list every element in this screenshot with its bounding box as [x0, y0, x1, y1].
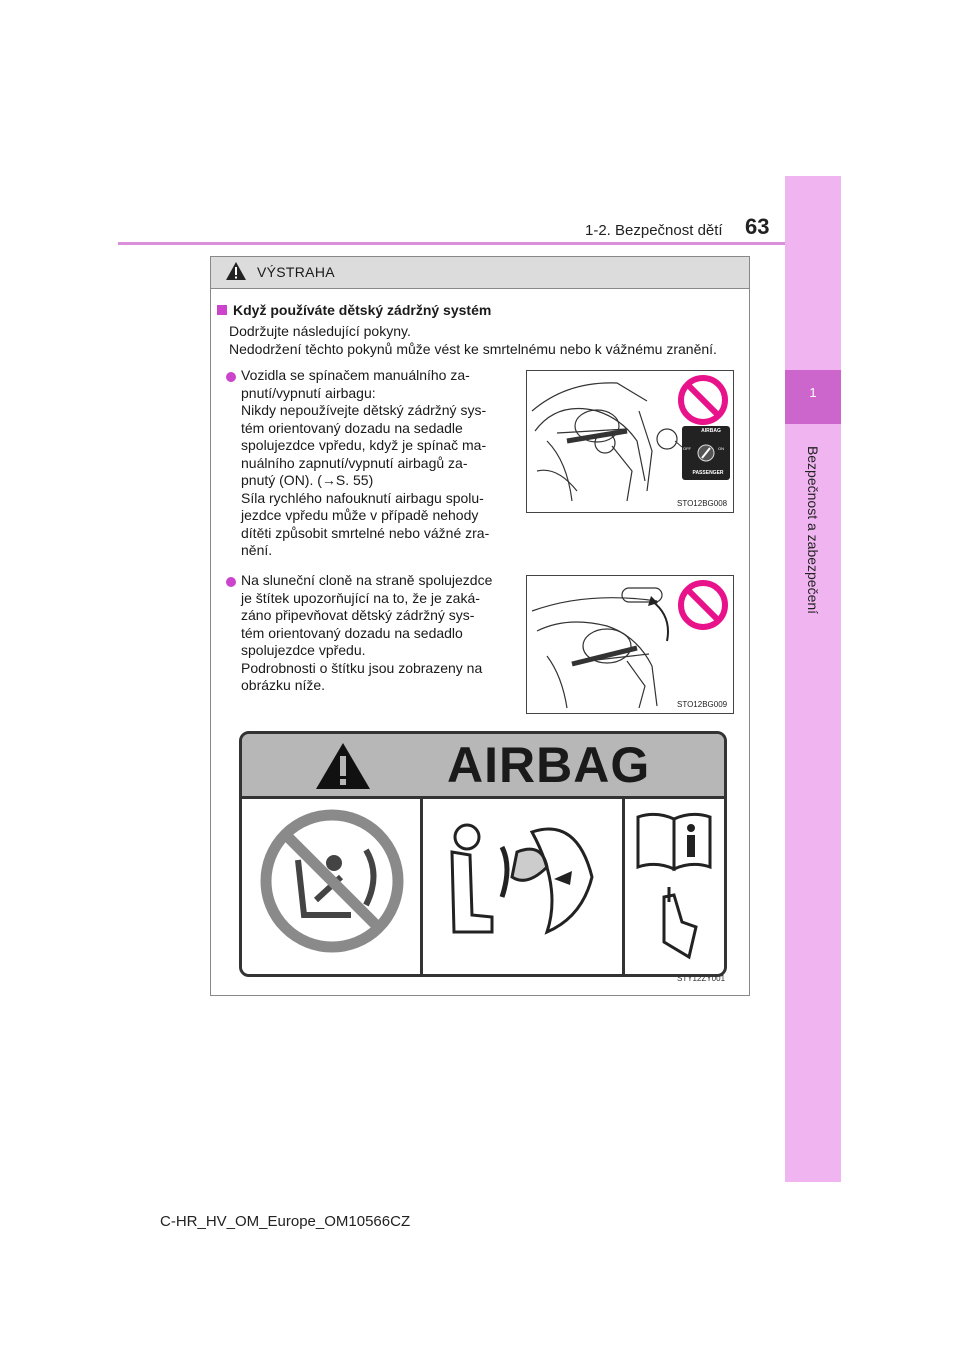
label-divider: [420, 799, 423, 974]
switch-label-on: ON: [718, 446, 724, 451]
chapter-sidebar: [785, 176, 841, 1182]
square-bullet-icon: [217, 305, 227, 315]
figure-code: STO12BG009: [677, 700, 728, 709]
intro-line-1: Dodržujte následující pokyny.: [229, 323, 411, 339]
airbag-warning-label: [239, 731, 727, 977]
label-body: [242, 799, 724, 974]
warning-triangle-icon: [225, 261, 247, 281]
intro-line-2: Nedodržení těchto pokynů může vést ke smrtelnému nebo k vážnému zranění.: [229, 341, 717, 357]
warning-subheading: Když používáte dětský zádržný systém: [217, 302, 491, 318]
figure-airbag-switch: [526, 370, 734, 513]
figure-sun-visor: [526, 575, 734, 714]
bullet-1-text: Vozidla se spínačem manuálního za- pnutí/vypnutí airbagu: Nikdy nepoužívejte dětský zádržný sys- tém orientovaný dozadu na sedadle spolujezdce vpředu, když je spínač ma- nuálního zapnutí/vypnutí airbagů za- pnutý (ON). (→S. 55) Síla rychlého nafouknutí airbagu spolu- jezdce vpředu může v případě nehody dítěti způsobit smrtelné nebo vážné zra- nění.: [241, 367, 490, 558]
figure-code: STO12BG008: [677, 499, 728, 508]
switch-label-off: OFF: [683, 446, 691, 451]
section-title: 1-2. Bezpečnost dětí: [585, 222, 723, 239]
seat-airbag-deploy-icon: [432, 807, 614, 967]
chapter-title: Bezpečnost a zabezpečení: [805, 445, 821, 615]
chapter-number: 1: [809, 385, 817, 400]
round-bullet-icon: [226, 372, 236, 382]
warning-header: [211, 257, 749, 289]
switch-label-airbag: AIRBAG: [701, 428, 721, 434]
bullet-2-text: Na sluneční cloně na straně spolujezdce je štítek upozorňující na to, že je zaká- záno připevňovat dětský zádržný sys- tém orientovaný dozadu na sedadlo spolujezdce vpředu. Podrobnosti o štítku jsou zobrazeny na obrázku níže.: [241, 572, 493, 693]
read-manual-icon: [634, 807, 716, 967]
round-bullet-icon: [226, 577, 236, 587]
prohibition-icon: [677, 579, 729, 631]
warning-triangle-icon: [314, 741, 372, 791]
warning-box: [210, 256, 750, 996]
switch-label-passenger: PASSENGER: [692, 470, 724, 476]
header-rule: [118, 242, 785, 245]
label-airbag-word: AIRBAG: [447, 737, 651, 793]
label-header: [242, 734, 724, 799]
document-footer: C-HR_HV_OM_Europe_OM10566CZ: [160, 1213, 411, 1230]
warning-title: VÝSTRAHA: [257, 264, 335, 280]
figure-code: STY12ZY001: [677, 974, 726, 983]
no-rear-facing-child-seat-icon: [256, 805, 408, 957]
label-divider: [622, 799, 625, 974]
page-number: 63: [745, 214, 770, 239]
